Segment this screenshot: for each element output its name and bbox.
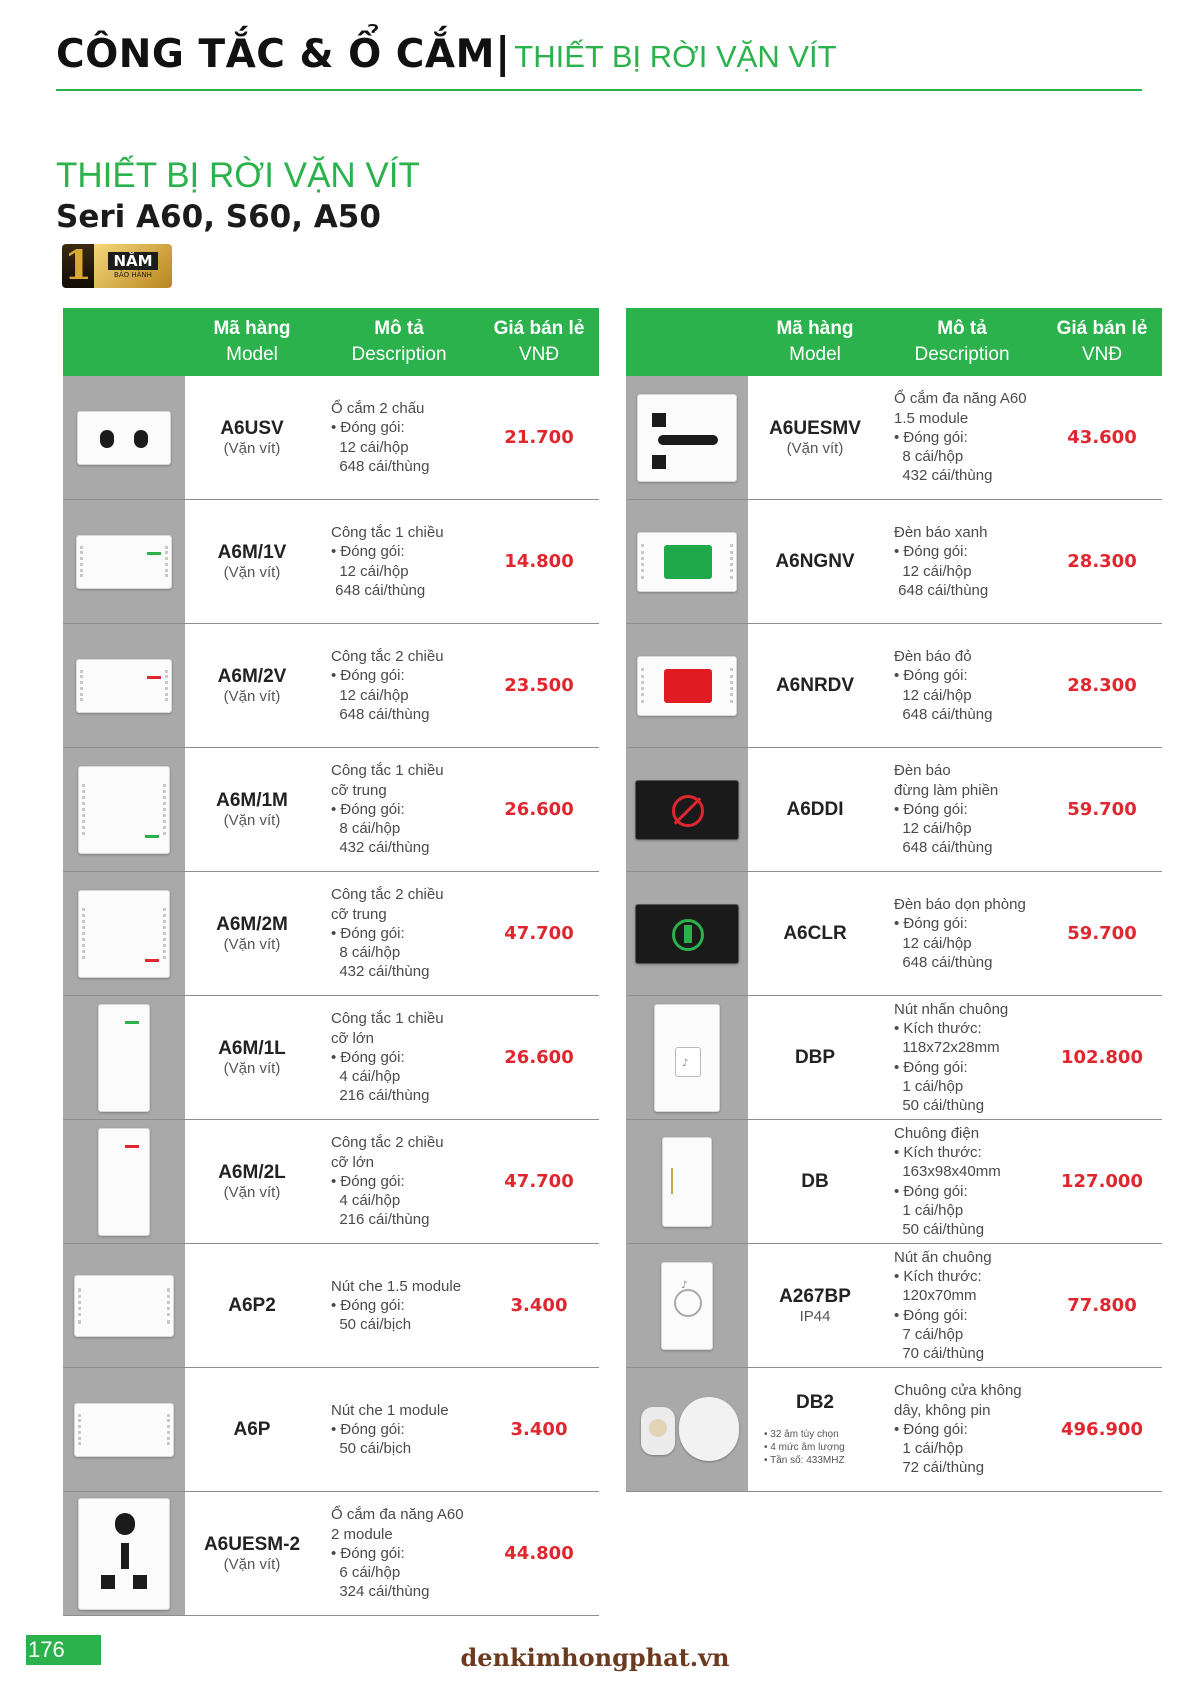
description [882,872,1042,995]
description [319,996,479,1119]
description-line: • Đóng gói: [894,428,968,446]
table-row [63,1492,599,1616]
price: 28.300 [1067,675,1137,696]
description-line: 12 cái/hộp [894,562,972,580]
description-line: • Đóng gói: [894,800,968,818]
page-header [56,28,837,77]
price: 14.800 [504,551,574,572]
switch-2way-medium-icon [63,872,185,995]
model-code: A6NGNV [775,550,855,572]
table-row [626,376,1162,500]
description-line: 50 cái/bịch [331,1440,412,1458]
description-line: 1 cái/hộp [894,1077,964,1095]
description-line: 216 cái/thùng [331,1211,430,1229]
description [319,748,479,871]
description-line: 648 cái/thùng [894,839,993,857]
description-line: Công tắc 1 chiều [331,1010,444,1028]
model-note: (Vặn vít) [223,564,281,581]
table-row [626,996,1162,1120]
description-line: • Đóng gói: [894,667,968,685]
description-line: 120x70mm [894,1287,977,1305]
col-desc-vi: Mô tả [937,318,987,339]
col-model-en: Model [789,344,841,365]
model-code: A6M/2L [218,1162,286,1183]
description-line: • Đóng gói: [331,800,405,818]
description-line: Ổ cắm đa năng A60 [894,390,1027,408]
table-row [626,1244,1162,1368]
price: 59.700 [1067,799,1137,820]
description-line: 7 cái/hộp [894,1325,964,1343]
table-row [63,1244,599,1368]
description-line: dây, không pin [894,1401,991,1419]
model-code: A6P [233,1418,271,1440]
model-note: (Vặn vít) [223,688,281,705]
description-line: Chuông cửa không [894,1382,1022,1400]
table-row [626,500,1162,624]
model-code: A6NRDV [775,674,855,696]
description-line: 432 cái/thùng [894,467,993,485]
model-note: (Vặn vít) [786,440,844,457]
feature-note: • 32 âm tùy chọn [764,1429,839,1440]
description [319,872,479,995]
description-line: 163x98x40mm [894,1163,1001,1181]
section-series: Seri A60, S60, A50 [56,199,381,235]
price: 43.600 [1067,427,1137,448]
description-line: • Đóng gói: [331,1544,405,1562]
description-line: 1 cái/hộp [894,1440,964,1458]
model-code: A6M/2V [217,666,287,687]
description-line: 12 cái/hộp [331,686,409,704]
model-code: A6M/2M [216,914,288,935]
price-table-left [63,308,599,1616]
table-row [626,624,1162,748]
description-line: 4 cái/hộp [331,1068,401,1086]
blank-cover-1-5-icon [63,1244,185,1367]
warranty-badge [62,244,172,288]
table-row [626,748,1162,872]
price: 3.400 [510,1419,568,1440]
description-line: 72 cái/thùng [894,1459,985,1477]
description-line: Đèn báo [894,762,951,780]
description-line: 648 cái/thùng [331,705,430,723]
table-row [63,872,599,996]
description-line: 50 cái/bịch [331,1316,412,1334]
model-note: IP44 [799,1308,831,1325]
description-line: 6 cái/hộp [331,1564,401,1582]
doorbell-button-icon: ♪ [626,996,748,1119]
table-row [626,1120,1162,1244]
model-code: A267BP [779,1286,851,1307]
price: 127.000 [1061,1171,1143,1192]
description-line: • Đóng gói: [331,667,405,685]
col-desc-en: Description [914,344,1010,365]
description-line: • Đóng gói: [331,543,405,561]
description [882,376,1042,499]
price: 47.700 [504,1171,574,1192]
switch-2way-large-icon [63,1120,185,1243]
description-line: Nút che 1.5 module [331,1277,462,1295]
description-line: • Đóng gói: [894,1306,968,1324]
description [319,376,479,499]
socket-2-pin-icon [63,376,185,499]
price: 59.700 [1067,923,1137,944]
col-model-en: Model [226,344,278,365]
table-row [63,1120,599,1244]
description-line: Đèn báo dọn phòng [894,896,1026,914]
header-separator: | [494,28,511,77]
table-row [63,624,599,748]
description-line: • Đóng gói: [331,924,405,942]
description-line: Công tắc 2 chiều [331,648,444,666]
model-code: A6P2 [228,1294,276,1316]
price: 21.700 [504,427,574,448]
table-body [63,376,599,1616]
table-header [626,308,1162,376]
description [882,1368,1042,1491]
table-row [63,748,599,872]
description-line: • Đóng gói: [331,1420,405,1438]
description-line: 50 cái/thùng [894,1096,985,1114]
price: 23.500 [504,675,574,696]
electric-bell-icon [626,1120,748,1243]
feature-note: • 4 mức âm lượng [764,1442,845,1453]
model-note: (Vặn vít) [223,1556,281,1573]
header-divider [56,89,1142,91]
do-not-disturb-icon [626,748,748,871]
col-price-en: VNĐ [518,344,560,365]
price-table-right [626,308,1162,1492]
model-note: (Vặn vít) [223,1184,281,1201]
description-line: Công tắc 2 chiều [331,1134,444,1152]
model-code: DB2 [795,1392,834,1413]
description-line: 1 cái/hộp [894,1201,964,1219]
description-line: Đèn báo xanh [894,524,988,542]
description-line: 216 cái/thùng [331,1087,430,1105]
description-line: 12 cái/hộp [894,820,972,838]
description [319,1492,479,1615]
red-indicator-icon [626,624,748,747]
description-line: • Đóng gói: [894,1182,968,1200]
description [319,1368,479,1491]
description-line: cỡ lớn [331,1029,375,1047]
model-code: A6M/1L [218,1038,286,1059]
col-desc-vi: Mô tả [374,318,424,339]
table-row [63,376,599,500]
description-line: 324 cái/thùng [331,1583,430,1601]
description-line: 12 cái/hộp [331,438,409,456]
description-line: 118x72x28mm [894,1039,1000,1057]
description-line: • Đóng gói: [331,419,405,437]
price: 47.700 [504,923,574,944]
description [882,624,1042,747]
price: 496.900 [1061,1419,1143,1440]
description-line: • Kích thước: [894,1020,982,1038]
description-line: Đèn báo đỏ [894,648,972,666]
description-line: đừng làm phiền [894,781,999,799]
switch-1way-medium-icon [63,748,185,871]
col-model-vi: Mã hàng [213,318,291,339]
description-line: 8 cái/hộp [894,448,964,466]
model-note: (Vặn vít) [223,812,281,829]
description-line: • Kích thước: [894,1268,982,1286]
switch-1way-large-icon [63,996,185,1119]
table-row [626,1368,1162,1492]
description-line: 648 cái/thùng [894,705,993,723]
description-line: 12 cái/hộp [894,934,972,952]
description-line: cỡ trung [331,905,387,923]
model-code: A6M/1V [217,542,287,563]
model-code: A6UESMV [769,418,861,439]
table-row [63,996,599,1120]
col-price-en: VNĐ [1081,344,1123,365]
col-desc-en: Description [351,344,447,365]
header-title: CÔNG TẮC & Ổ CẮM [56,32,495,77]
description-line: • Đóng gói: [331,1172,405,1190]
price: 3.400 [510,1295,568,1316]
model-code: DB [801,1170,829,1192]
feature-note: • Tần số: 433MHZ [764,1455,845,1466]
description-line: 648 cái/thùng [894,581,989,599]
model-code: A6CLR [783,922,847,944]
description-line: Chuông điện [894,1124,980,1142]
table-row [626,872,1162,996]
description-line: Công tắc 1 chiều [331,762,444,780]
warranty-number: 1 [62,244,94,288]
description-line: Nút ấn chuông [894,1248,992,1266]
model-code: A6M/1M [216,790,288,811]
description-line: cỡ trung [331,781,387,799]
clean-room-icon [626,872,748,995]
description-line: 432 cái/thùng [331,839,430,857]
description-line: 2 module [331,1525,393,1543]
switch-2way-icon [63,624,185,747]
col-price-vi: Giá bán lẻ [1056,318,1148,339]
description-line: Ổ cắm 2 chấu [331,400,425,418]
page-number: 176 [26,1635,101,1665]
model-code: A6USV [220,418,284,439]
description [319,1244,479,1367]
description [882,1244,1042,1367]
description-line: 70 cái/thùng [894,1344,985,1362]
table-body [626,376,1162,1492]
description-line: 12 cái/hộp [894,686,972,704]
section-title: THIẾT BỊ RỜI VẶN VÍT [56,156,420,195]
description-line: 432 cái/thùng [331,963,430,981]
description-line: 4 cái/hộp [331,1192,401,1210]
col-model-vi: Mã hàng [776,318,854,339]
universal-socket-2module-icon [63,1492,185,1615]
price: 77.800 [1067,1295,1137,1316]
col-price-vi: Giá bán lẻ [493,318,585,339]
price: 26.600 [504,799,574,820]
model-code: A6DDI [786,798,844,820]
description-line: • Đóng gói: [894,915,968,933]
description-line: • Đóng gói: [331,1296,405,1314]
description [319,500,479,623]
description-line: 648 cái/thùng [331,457,430,475]
description-line: Nút che 1 module [331,1401,449,1419]
description-line: 12 cái/hộp [331,562,409,580]
price: 44.800 [504,1543,574,1564]
description-line: 648 cái/thùng [894,953,993,971]
table-header [63,308,599,376]
description-line: Công tắc 1 chiều [331,524,444,542]
description-line: • Đóng gói: [894,1058,968,1076]
model-code: A6UESM-2 [203,1534,301,1555]
description-line: Nút nhấn chuông [894,1000,1009,1018]
description-line: Công tắc 2 chiều [331,886,444,904]
bell-push-ip44-icon: ♪ [626,1244,748,1367]
description [882,1120,1042,1243]
table-row [63,1368,599,1492]
description [319,624,479,747]
warranty-label: NĂM [108,252,157,270]
description-line: Ổ cắm đa năng A60 [331,1506,464,1524]
description-line: 8 cái/hộp [331,944,401,962]
wireless-doorbell-icon [626,1368,748,1491]
switch-1way-icon [63,500,185,623]
description-line: • Đóng gói: [894,543,968,561]
description [319,1120,479,1243]
website-footer: denkimhongphat.vn [460,1643,730,1672]
model-note: (Vặn vít) [223,936,281,953]
price: 26.600 [504,1047,574,1068]
warranty-small: BẢO HÀNH [114,271,152,279]
description [882,748,1042,871]
model-code: DBP [794,1046,836,1068]
description-line: 8 cái/hộp [331,820,401,838]
universal-socket-icon [626,376,748,499]
blank-cover-1-icon [63,1368,185,1491]
table-row [63,500,599,624]
description-line: • Đóng gói: [331,1048,405,1066]
description-line: • Đóng gói: [894,1420,968,1438]
model-note: (Vặn vít) [223,440,281,457]
description [882,500,1042,623]
green-indicator-icon [626,500,748,623]
description [882,996,1042,1119]
description-line: cỡ lớn [331,1153,375,1171]
description-line: • Kích thước: [894,1144,982,1162]
description-line: 648 cái/thùng [331,581,426,599]
model-note: (Vặn vít) [223,1060,281,1077]
description-line: 50 cái/thùng [894,1220,985,1238]
price: 28.300 [1067,551,1137,572]
description-line: 1.5 module [894,409,969,427]
price: 102.800 [1061,1047,1143,1068]
header-subtitle: THIẾT BỊ RỜI VẶN VÍT [514,39,837,74]
